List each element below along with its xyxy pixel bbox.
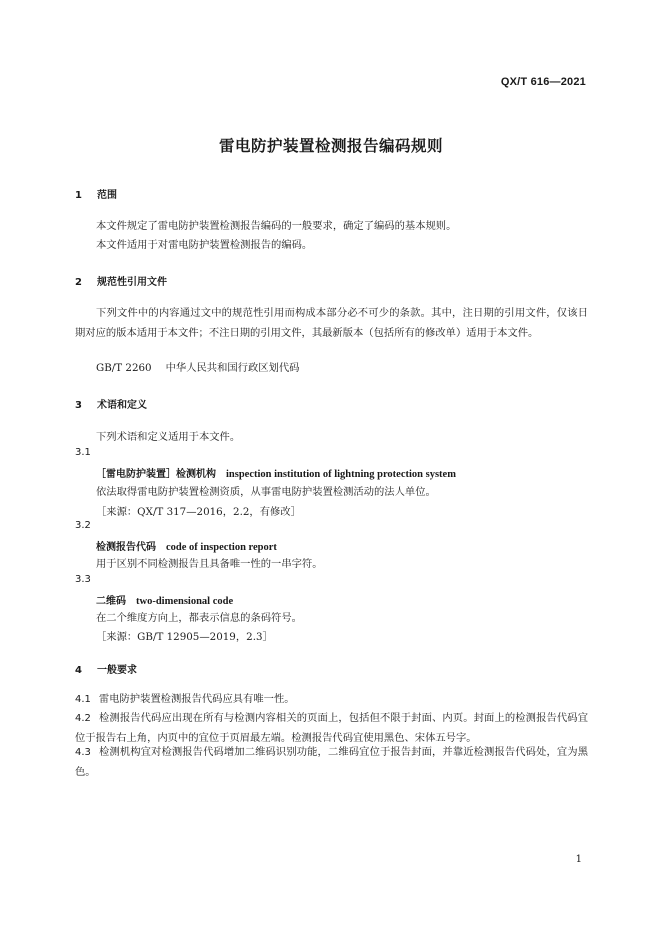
term-source: ［来源：GB/T 12905—2019，2.3］: [96, 631, 273, 643]
term-english: two-dimensional code: [136, 596, 234, 607]
page-number: 1: [575, 854, 582, 865]
reference-entry: [96, 360, 299, 376]
term-entry: [96, 465, 456, 480]
requirement-number: 4.2: [75, 713, 91, 724]
requirement-item: [75, 690, 588, 710]
section-number: 4: [75, 665, 82, 676]
term-entry: [96, 538, 277, 553]
term-chinese: 二维码: [96, 596, 126, 607]
term-entry: [96, 592, 233, 607]
requirement-text: 检测机构宜对检测报告代码增加二维码识别功能，二维码宜位于报告封面，并靠近检测报告代码处，宜为黑色。: [75, 746, 588, 778]
term-definition: 依法取得雷电防护装置检测资质，从事雷电防护装置检测活动的法人单位。: [96, 486, 436, 498]
term-source: ［来源：QX/T 317—2016，2.2，有修改］: [96, 506, 301, 518]
term-number: 3.2: [75, 520, 91, 531]
requirement-number: 4.1: [75, 694, 91, 705]
section-number: 1: [75, 190, 82, 201]
normative-references-paragraph: 下列文件中的内容通过文中的规范性引用而构成本部分必不可少的条款。其中，注日期的引用文件，仅该日期对应的版本适用于本文件；不注日期的引用文件，其最新版本（包括所有的修改单）适用于本文件。: [75, 307, 588, 339]
terms-intro: 下列术语和定义适用于本文件。: [96, 431, 241, 443]
section-heading-3: [75, 396, 147, 411]
term-chinese: 检测机构: [176, 469, 216, 480]
term-english: inspection institution of lightning protection system: [226, 469, 456, 480]
requirement-number: 4.3: [75, 747, 91, 758]
document-title: 雷电防护装置检测报告编码规则: [218, 137, 443, 155]
section-heading-1: [75, 186, 117, 201]
requirement-text: 检测报告代码应出现在所有与检测内容相关的页面上，包括但不限于封面、内页。封面上的检测报告代码宜位于报告右上角，内页中的宜位于页眉最左端。检测报告代码宜使用黑色、宋体五号字。: [75, 712, 588, 744]
reference-code: GB/T 2260: [96, 362, 152, 374]
section-heading-2: [75, 273, 167, 288]
term-english: code of inspection report: [166, 542, 277, 553]
requirement-item: [75, 743, 588, 782]
paragraph: 本文件规定了雷电防护装置检测报告编码的一般要求，确定了编码的基本规则。: [96, 220, 457, 232]
requirement-text: 雷电防护装置检测报告代码应具有唯一性。: [98, 693, 295, 705]
section-title: 术语和定义: [97, 400, 147, 411]
term-domain-prefix: ［雷电防护装置］: [96, 469, 176, 480]
section-number: 2: [75, 277, 82, 288]
term-definition: 在二个维度方向上，都表示信息的条码符号。: [96, 612, 302, 624]
section-number: 3: [75, 400, 82, 411]
paragraph: 本文件适用于对雷电防护装置检测报告的编码。: [96, 239, 313, 251]
term-chinese: 检测报告代码: [96, 542, 156, 553]
reference-title: 中华人民共和国行政区划代码: [165, 362, 300, 374]
term-number: 3.3: [75, 574, 91, 585]
standard-code: QX/T 616—2021: [500, 76, 586, 88]
section-title: 一般要求: [97, 665, 137, 676]
term-number: 3.1: [75, 447, 91, 458]
term-definition: 用于区别不同检测报告且具备唯一性的一串字符。: [96, 558, 323, 570]
section-title: 范围: [97, 190, 117, 201]
section-heading-4: [75, 661, 137, 676]
section-title: 规范性引用文件: [97, 277, 167, 288]
